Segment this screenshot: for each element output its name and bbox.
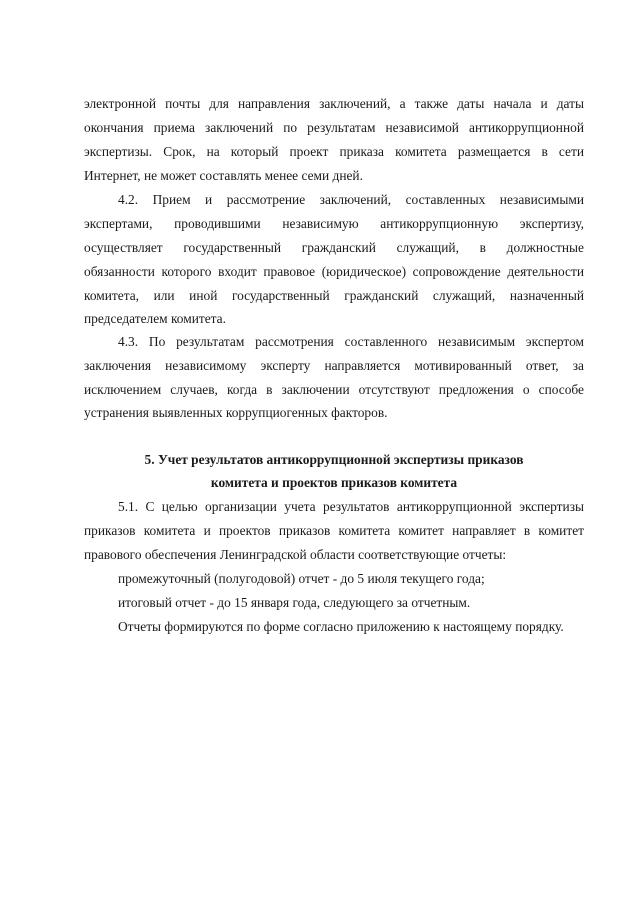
paragraph-line: 4.2. Прием и рассмотрение заключений, составленных независимыми [118,192,584,207]
paragraph-line: 4.3. По результатам рассмотрения составленного независимым экспертом [118,334,584,349]
paragraph-line: экспертами, проводившими независимую антикоррупционную экспертизу, [84,216,584,231]
report-item-interim: промежуточный (полугодовой) отчет - до 5 июля текущего года; [118,571,485,586]
paragraph-line: электронной почты для направления заключений, а также даты начала и даты [84,96,584,111]
paragraph-line: заключения независимому эксперту направляется мотивированный ответ, за [84,358,584,373]
paragraph-line: исключением случаев, когда в заключении отсутствуют предложения о способе [84,382,584,397]
report-item-final: итоговый отчет - до 15 января года, следующего за отчетным. [118,595,471,610]
paragraph-line: окончания приема заключений по результатам независимой антикоррупционной [84,120,584,135]
paragraph-line: приказов комитета и проектов приказов комитета комитет направляет в комитет [84,523,584,538]
paragraph-line: устранения выявленных коррупциогенных факторов. [84,405,388,420]
section-heading: комитета и проектов приказов комитета [210,475,458,490]
paragraph-line: обязанности которого входит правовое (юридическое) сопровождение деятельности [84,264,584,279]
paragraph-line: Отчеты формируются по форме согласно приложению к настоящему порядку. [118,619,564,634]
paragraph-line: осуществляет государственный гражданский служащий, в должностные [84,240,584,255]
paragraph-line: председателем комитета. [84,311,226,326]
section-heading: 5. Учет результатов антикоррупционной экспертизы приказов [144,452,524,467]
paragraph-line: экспертизы. Срок, на который проект приказа комитета размещается в сети [84,144,584,159]
paragraph-line: комитета, или иной государственный гражданский служащий, назначенный [84,288,584,303]
paragraph-line: правового обеспечения Ленинградской области соответствующие отчеты: [84,547,507,562]
paragraph-line: 5.1. С целью организации учета результатов антикоррупционной экспертизы [118,499,584,514]
paragraph-line: Интернет, не может составлять менее семи дней. [84,168,363,183]
